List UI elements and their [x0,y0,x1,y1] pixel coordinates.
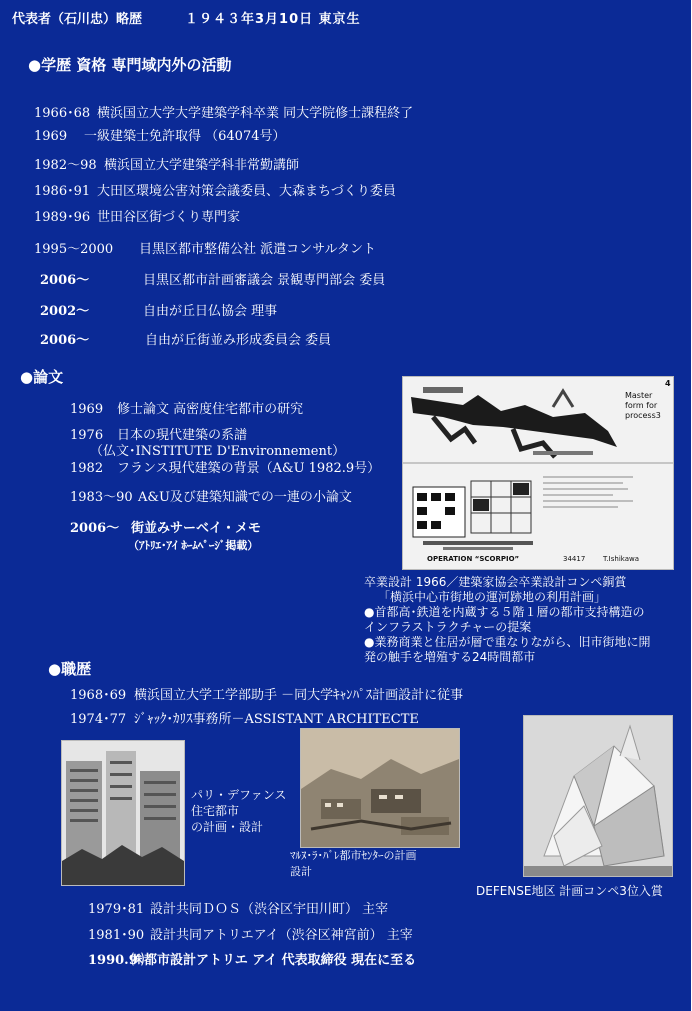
education-year: 1995～2000 [34,242,114,257]
representative-name: 代表者（石川忠）略歴 [12,12,143,27]
education-year: 1986･91 [34,184,91,199]
education-year: 1989･96 [34,210,91,225]
thesis-author: T.Ishikawa [603,555,639,563]
paper-year: 1982 [70,461,104,476]
career-year: 1990.9 [88,953,138,968]
paper-year: 1983～90 [70,490,133,505]
career-text: 設計共同ＤＯＳ（渋谷区宇田川町） 主宰 [150,902,389,917]
career-text: ｼﾞｬｯｸ･ｶﾘｽ事務所－ASSISTANT ARCHITECTE [134,712,419,727]
thesis-caption-line: 卒業設計 1966／建築家協会卒業設計コンペ銅賞 [364,575,627,589]
paper-year: 2006～ [70,521,120,536]
paper-text: フランス現代建築の背景（A&U 1982.9号） [117,461,381,476]
marne-center-photo [300,728,460,848]
paper-text: 日本の現代建築の系譜 [117,428,248,443]
paper-year: 1969 [70,402,104,417]
thesis-drawing-image [402,376,674,570]
education-text: 横浜国立大学建築学科非常勤講師 [104,158,300,173]
career-year: 1974･77 [70,712,127,727]
marne-center-caption: ﾏﾙﾇ･ﾗ･ﾊﾞﾚ都市ｾﾝﾀｰの計画 [290,849,417,862]
defense-housing-graphic [62,741,184,885]
education-text: 自由が丘街並み形成委員会 委員 [145,333,332,348]
thesis-caption-line: 「横浜中心市街地の運河跡地の利用計画」 [378,590,607,604]
paper-year: 1976 [70,428,104,443]
career-year: 1979･81 [88,902,145,917]
thesis-caption-line: ●業務商業と住居が層で重なりながら、旧市街地に開 [364,635,651,649]
paper-text: 街並みサーベイ・メモ [131,521,262,536]
thesis-caption-line: 発の触手を増殖する24時間都市 [364,650,536,664]
career-year: 1981･90 [88,928,145,943]
defense-competition-caption: DEFENSE地区 計画コンペ3位入賞 [476,884,663,898]
paper-text: （ｱﾄﾘｴ･ｱｲ ﾎｰﾑﾍﾟｰｼﾞ掲載） [128,539,259,552]
paper-text: A&U及び建築知識での一連の小論文 [138,490,352,505]
thesis-page-number: 4 [665,379,671,388]
career-text: 設計共同アトリエアイ（渋谷区神宮前） 主宰 [150,928,413,943]
thesis-number: 34417 [563,555,586,563]
education-text: 目黒区都市計画審議会 景観専門部会 委員 [143,273,386,288]
defense-housing-caption: パリ・デファンス [191,788,287,802]
education-year: 2006～ [40,333,90,348]
career-heading: ●職歴 [48,660,92,678]
career-year: 1968･69 [70,688,127,703]
thesis-label-bottom: OPERATION “SCORPIO” [427,555,520,563]
education-year: 2002～ [40,304,90,319]
education-text: 世田谷区街づくり専門家 [97,210,241,225]
defense-housing-photo [61,740,185,886]
education-heading: ●学歴 資格 専門域内外の活動 [28,56,232,74]
paper-text: 修士論文 高密度住宅都市の研究 [117,402,304,417]
papers-heading: ●論文 [20,368,64,386]
defense-competition-graphic [524,716,672,876]
education-year: 1969 [34,129,68,144]
defense-housing-caption: 住宅都市 [191,804,240,818]
marne-center-caption: 設計 [290,865,312,878]
thesis-caption-line: インフラストラクチャーの提案 [364,620,532,634]
education-text: 横浜国立大学大学建築学科卒業 同大学院修士課程終了 [97,106,414,121]
thesis-caption-line: ●首都高･鉄道を内蔵する５階１層の都市支持構造の [364,605,645,619]
education-text: 大田区環境公害対策会議委員、大森まちづくり委員 [97,184,396,199]
career-text: 横浜国立大学工学部助手 －同大学ｷｬﾝﾊﾟｽ計画設計に従事 [134,688,464,703]
marne-center-graphic [301,729,459,847]
education-text: 目黒区都市整備公社 派遣コンサルタント [139,242,376,257]
education-text: 自由が丘日仏協会 理事 [143,304,278,319]
defense-competition-photo [523,715,673,877]
birth-info: １９４３年3月10日 東京生 [185,12,361,27]
education-text: 一級建築士免許取得 （64074号） [84,129,286,144]
education-year: 1966･68 [34,106,91,121]
education-year: 1982～98 [34,158,97,173]
thesis-label-top: Master form for process3 [625,391,661,420]
paper-text: （仏文･INSTITUTE D'Environnement） [90,444,346,459]
career-text: ㈱都市設計アトリエ アイ 代表取締役 現在に至る [131,953,417,968]
defense-housing-caption: の計画・設計 [191,820,264,834]
education-year: 2006～ [40,273,90,288]
